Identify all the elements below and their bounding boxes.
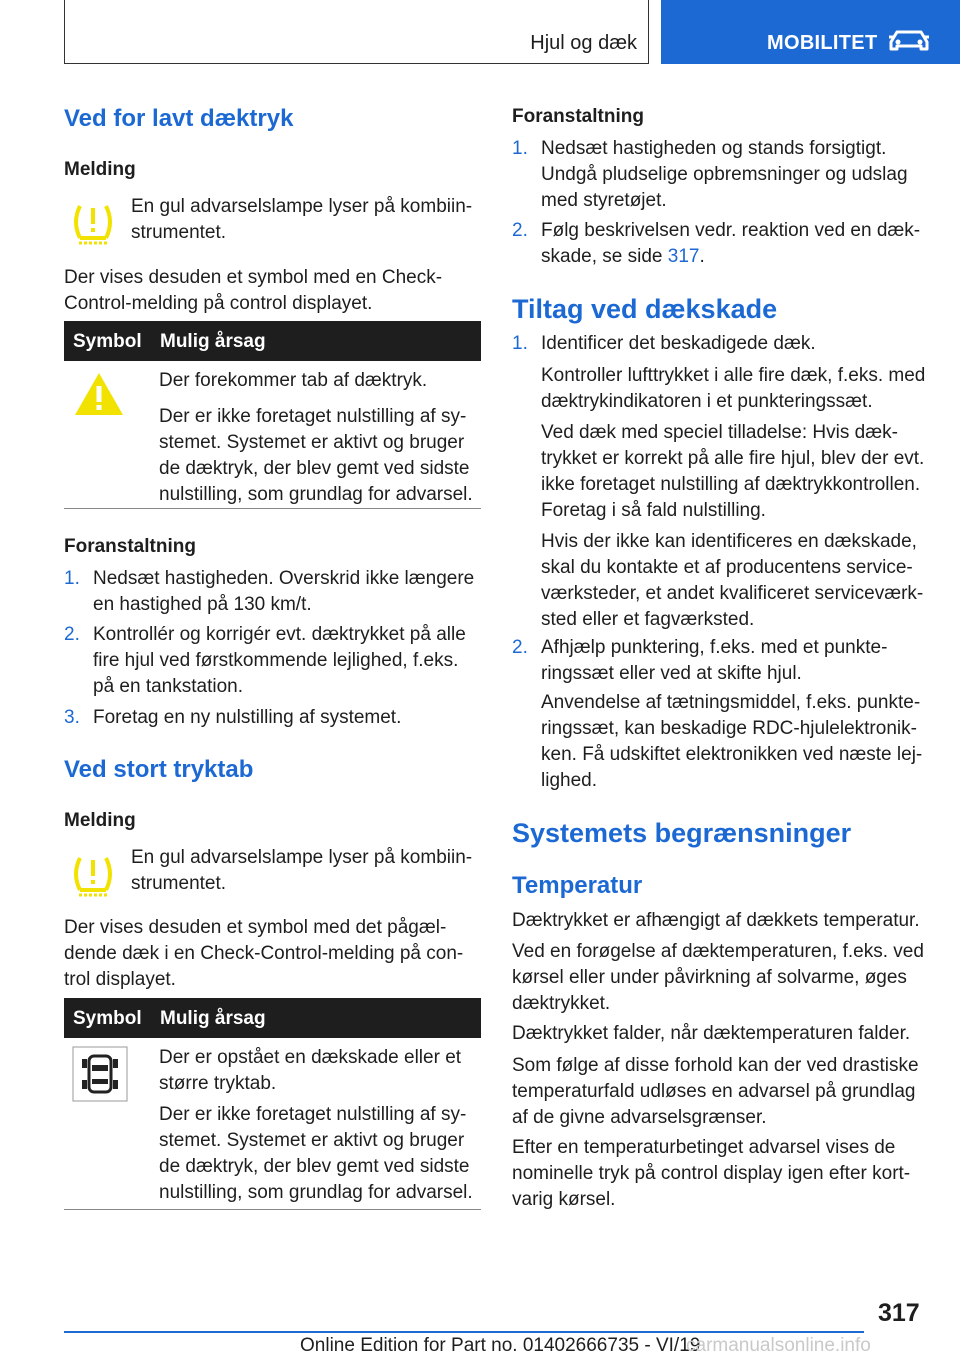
- list-item: 2. Følg beskrivelsen vedr. reaktion ved en dæk- skade, se side 317.: [512, 220, 921, 267]
- step-2-detail: Anvendelse af tætningsmiddel, f.eks. punkte- ringssæt, kan beskadige RDC-hjulelektronik- ken. Få udskiftet elektronikken ved næste lej- lighed.: [541, 692, 923, 791]
- cause-text-1: Der forekommer tab af dæktryk.: [159, 370, 428, 391]
- page-link[interactable]: 317: [667, 246, 700, 267]
- paragraph: Ved en forøgelse af dæktemperaturen, f.eks. ved kørsel eller under påvirkning af solvarme, øges dæktrykket.: [512, 941, 924, 1014]
- heading-large-loss: Ved stort tryktab: [64, 756, 254, 783]
- heading-system-limits: Systemets begrænsninger: [512, 818, 852, 848]
- step-1-detail-b: Ved dæk med speciel tilladelse: Hvis dæk- trykket er korrekt på alle fire hjul, blev der evt. ikke foretaget nulstilling af dæktrykkontrollen. Foretag i så fald nulstilling.: [541, 422, 925, 521]
- section-tab[interactable]: [661, 0, 960, 64]
- col-symbol: Symbol: [73, 331, 142, 352]
- list-item: 2. Afhjælp punktering, f.eks. med et punkte- ringssæt eller ved at skifte hjul.: [512, 637, 888, 684]
- message-text-2: En gul advarselslampe lyser på kombiin- strumentet.: [131, 847, 473, 894]
- table-header-2: [64, 998, 481, 1038]
- heading-tire-damage: Tiltag ved dækskade: [512, 294, 778, 324]
- list-item: 2. Kontrollér og korrigér evt. dæktrykket på alle fire hjul ved førstkommende lejlighed, f.eks. på en tankstation.: [64, 624, 466, 697]
- paragraph: Som følge af disse forhold kan der ved drastiske temperaturfald udløses en advarsel på grundlag af de givne advarselsgrænser.: [512, 1055, 919, 1128]
- message-label: Melding: [64, 159, 136, 180]
- watermark: carmanualsonline.info: [686, 1335, 871, 1356]
- edition-text: Online Edition for Part no. 01402666735 - VI/19: [300, 1335, 701, 1356]
- step-1-detail-c: Hvis der ikke kan identificeres en dækskade, skal du kontakte et af producentens service- værksteder, et andet kvalificeret serviceværk- sted eller et fagværksted.: [541, 531, 924, 630]
- cause-text-2b: Der er ikke foretaget nulstilling af sy- stemet. Systemet er aktivt og bruger de dæktryk, der blev gemt ved sidste nulstilling, som grundlag for advarsel.: [159, 1104, 473, 1203]
- heading-temperature: Temperatur: [512, 872, 643, 899]
- measures-label: Foranstaltning: [512, 106, 644, 127]
- heading-low-pressure: Ved for lavt dæktryk: [64, 105, 294, 132]
- tire-pressure-warning-icon: [70, 852, 116, 900]
- list-item: 1. Identificer det beskadigede dæk.: [512, 333, 816, 354]
- paragraph: Dæktrykket falder, når dæktemperaturen falder.: [512, 1023, 911, 1044]
- list-item: 1. Nedsæt hastigheden. Overskrid ikke længere en hastighed på 130 km/t.: [64, 568, 475, 615]
- car-icon: [885, 28, 933, 52]
- symbol-text-2: Der vises desuden et symbol med det pågæl- dende dæk i en Check-Control-melding på con- trol displayet.: [64, 917, 464, 990]
- step-1-detail-a: Kontroller lufttrykket i alle fire dæk, f.eks. med dæktrykindikatoren i et punkteringssæt.: [541, 365, 926, 412]
- cause-text-2: Der er opstået en dækskade eller et større tryktab.: [159, 1047, 462, 1094]
- warning-triangle-icon: [72, 370, 126, 418]
- table-header-1: [64, 321, 481, 361]
- paragraph: Dæktrykket er afhængigt af dækkets temperatur.: [512, 910, 920, 931]
- list-item: 1. Nedsæt hastigheden og stands forsigtigt. Undgå pludselige opbremsninger og udslag med styretøjet.: [512, 138, 908, 211]
- col-symbol: Symbol: [73, 1008, 142, 1029]
- col-cause: Mulig årsag: [160, 1008, 266, 1029]
- cause-text-1b: Der er ikke foretaget nulstilling af sy- stemet. Systemet er aktivt og bruger de dæktryk, der blev gemt ved sidste nulstilling, som grundlag for advarsel.: [159, 406, 473, 505]
- message-text-1: En gul advarselslampe lyser på kombiin- strumentet.: [131, 196, 473, 243]
- table-divider: [64, 508, 481, 509]
- damaged-tire-car-icon: [72, 1046, 128, 1102]
- section-tab-label: MOBILITET: [767, 32, 878, 54]
- tire-pressure-warning-icon: [70, 200, 116, 248]
- paragraph: Efter en temperaturbetinget advarsel vises de nominelle tryk på control display igen efter kort- varig kørsel.: [512, 1137, 911, 1210]
- table-divider: [64, 1209, 481, 1210]
- symbol-text-1: Der vises desuden et symbol med en Check- Control-melding på control displayet.: [64, 267, 443, 314]
- col-cause: Mulig årsag: [160, 331, 266, 352]
- list-item: 3. Foretag en ny nulstilling af systemet.: [64, 707, 402, 728]
- measures-label: Foranstaltning: [64, 536, 196, 557]
- page-number: 317: [878, 1299, 920, 1327]
- message-label: Melding: [64, 810, 136, 831]
- chapter-title: Hjul og dæk: [530, 32, 637, 54]
